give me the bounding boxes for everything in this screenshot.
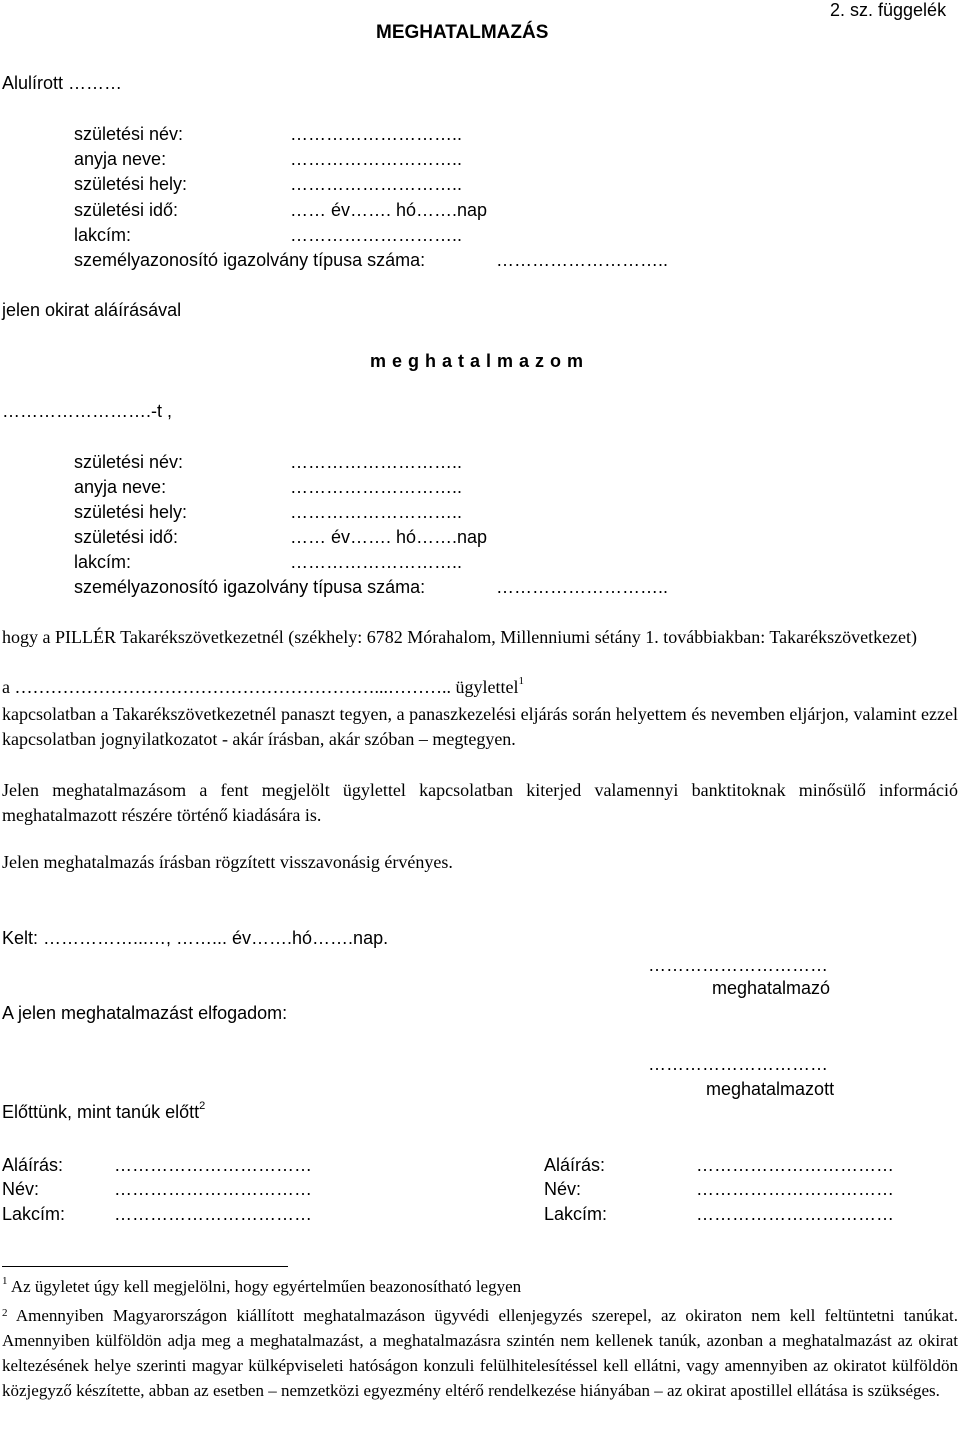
witness1-name-label: Név: xyxy=(2,1179,40,1199)
validity-paragraph: Jelen meghatalmazás írásban rögzített visszavonásig érvényes. xyxy=(2,852,453,872)
agent-mother-name-label: anyja neve: xyxy=(74,477,167,497)
date-line: Kelt: ……………...…, ……... év…….hó…….nap. xyxy=(2,928,389,948)
witness2-address-value: …………………………… xyxy=(696,1204,894,1224)
accept-text: A jelen meghatalmazást elfogadom: xyxy=(2,1003,288,1023)
witness1-address-value: …………………………… xyxy=(114,1204,312,1224)
principal-birth-date-value: …… év……. hó…….nap xyxy=(290,200,488,220)
agent-mother-name-value: ……………………….. xyxy=(290,477,463,497)
purpose-transaction-text: a ……………………………………………………...……….. ügylettel xyxy=(2,677,519,697)
principal-birth-name-value: ……………………….. xyxy=(290,124,463,144)
witness2-address-label: Lakcím: xyxy=(544,1204,608,1224)
principal-signature-line: ………………………… xyxy=(648,955,828,975)
principal-mother-name-value: ……………………….. xyxy=(290,149,463,169)
agent-birth-date-value: …… év……. hó…….nap xyxy=(290,527,488,547)
principal-id-value: ……………………….. xyxy=(496,250,669,270)
footnote-2-text: Amennyiben Magyarországon kiállított meghatalmazáson ügyvédi ellenjegyzés szerepel, az okiraton nem kell feltüntetni tanúkat. Amennyiben külföldön adja meg a meghatalmazást, a meghatalmazásra szintén nem kellenek tanúk, azonban a meghatalmazást az okirat keltezésének helye szerinti magyar külképviseleti hatóságon konzuli felülhitelesítéssel kell ellátni, vagy amennyiben az okiratot külföldön közjegyző készítette, abban az esetben – nemzetközi egyezmény eltérő rendelkezése hiányában – az okirat apostillel ellátása is szükséges. xyxy=(2,1306,958,1400)
agent-birth-place-label: születési hely: xyxy=(74,502,188,522)
agent-id-value: ……………………….. xyxy=(496,577,669,597)
footnote-separator xyxy=(2,1266,288,1267)
document-title: MEGHATALMAZÁS xyxy=(376,22,549,43)
principal-mother-name-label: anyja neve: xyxy=(74,149,167,169)
principal-role-label: meghatalmazó xyxy=(712,978,831,998)
footnote-2 xyxy=(2,1303,958,1403)
witness2-signature-value: …………………………… xyxy=(696,1155,894,1175)
signing-text: jelen okirat aláírásával xyxy=(2,300,182,320)
principal-birth-place-value: ……………………….. xyxy=(290,174,463,194)
agent-signature-line: ………………………… xyxy=(648,1054,828,1074)
purpose-paragraph-2: kapcsolatban a Takarékszövetkezetnél panaszt tegyen, a panaszkezelési eljárás során helyettem és nevemben eljárjon, valamint ezzel kapcsolatban jognyilatkozatot - akár írásban, akár szóban – megtegyen. xyxy=(2,704,958,749)
principal-address-value: ……………………….. xyxy=(290,225,463,245)
banking-secret-paragraph: Jelen meghatalmazásom a fent megjelölt ügylettel kapcsolatban kiterjed valamennyi banktitoknak minősülő információ meghatalmazott részére történő kiadására is. xyxy=(2,780,958,825)
witness2-signature-label: Aláírás: xyxy=(544,1155,606,1175)
agent-address-value: ……………………….. xyxy=(290,552,463,572)
witness1-signature-label: Aláírás: xyxy=(2,1155,64,1175)
principal-address-label: lakcím: xyxy=(74,225,132,245)
appendix-label: 2. sz. függelék xyxy=(830,0,947,20)
agent-birth-place-value: ……………………….. xyxy=(290,502,463,522)
principal-birth-place-label: születési hely: xyxy=(74,174,188,194)
footnote-1-text: Az ügyletet úgy kell megjelölni, hogy egyértelműen beazonosítható legyen xyxy=(10,1277,522,1296)
witness-intro xyxy=(2,1102,205,1123)
principal-birth-name-label: születési név: xyxy=(74,124,184,144)
agent-intro: …………………….-t , xyxy=(2,401,172,421)
purpose-transaction-line xyxy=(2,677,524,698)
witness1-signature-value: …………………………… xyxy=(114,1155,312,1175)
witness2-name-value: …………………………… xyxy=(696,1179,894,1199)
authorize-heading: m e g h a t a l m a z o m xyxy=(370,351,584,371)
witness1-address-label: Lakcím: xyxy=(2,1204,66,1224)
principal-intro: Alulírott ……… xyxy=(2,73,123,93)
footnote-ref-1: 1 xyxy=(518,675,524,687)
principal-birth-date-label: születési idő: xyxy=(74,200,179,220)
agent-role-label: meghatalmazott xyxy=(706,1079,835,1099)
witness-intro-text: Előttünk, mint tanúk előtt xyxy=(2,1102,200,1122)
footnote-1 xyxy=(2,1277,521,1297)
principal-id-label: személyazonosító igazolvány típusa száma: xyxy=(74,250,426,270)
agent-birth-name-value: ……………………….. xyxy=(290,452,463,472)
footnote-1-number: 1 xyxy=(2,1275,8,1287)
witness2-name-label: Név: xyxy=(544,1179,582,1199)
agent-birth-date-label: születési idő: xyxy=(74,527,179,547)
agent-address-label: lakcím: xyxy=(74,552,132,572)
witness1-name-value: …………………………… xyxy=(114,1179,312,1199)
purpose-paragraph-1: hogy a PILLÉR Takarékszövetkezetnél (székhely: 6782 Mórahalom, Millenniumi sétány 1. továbbiakban: Takarékszövetkezet) xyxy=(2,627,918,647)
footnote-ref-2: 2 xyxy=(199,1100,206,1112)
footnote-2-number: 2 xyxy=(2,1307,8,1319)
agent-birth-name-label: születési név: xyxy=(74,452,184,472)
agent-id-label: személyazonosító igazolvány típusa száma: xyxy=(74,577,426,597)
